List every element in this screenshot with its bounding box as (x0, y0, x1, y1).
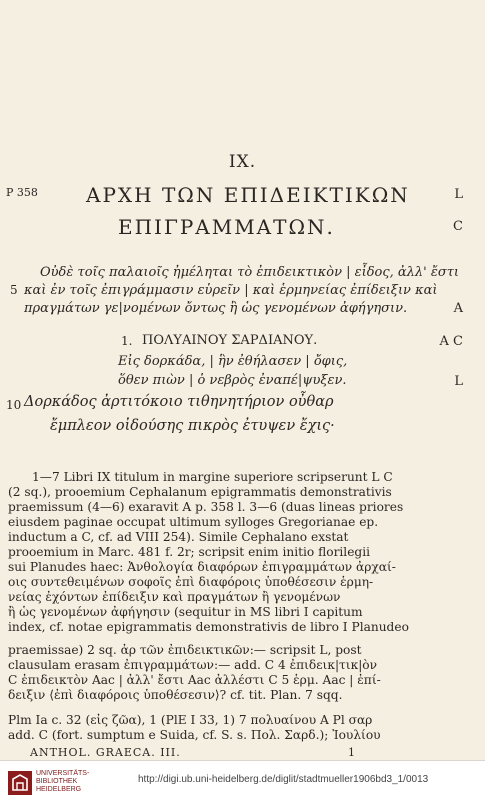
commentary-1-line-9: νείας ἐχόντων ἐπίδειξιν καὶ πραγμάτων ἢ γενομένων (8, 590, 341, 604)
running-foot: ANTHOL. GRAECA. III. (30, 746, 181, 759)
commentary-1-line-6: prooemium in Marc. 481 f. 2r; scripsit enim initio florilegii (8, 545, 371, 559)
commentary-2-line-3: C ἐπιδεικτὸν Aac | ἀλλ' ἔστι Aac ἀλλέστι C 5 ἑρμ. Aac | ἐπί- (8, 673, 381, 687)
poem-heading: ΠΟΛΥΑΙΝΟΥ ΣΑΡΔΙΑΝΟΥ. (142, 333, 318, 348)
library-name-line-3: HEIDELBERG (36, 786, 82, 793)
proem-line-3: πραγμάτων γε|νομένων ὄντως ἢ ὡς γενομένων ἀφήγησιν. (24, 301, 408, 316)
poem-lemma-2: ὅθεν πιὼν | ὁ νεβρὸς ἐναπέ|ψυξεν. (118, 373, 347, 388)
footer-bar (0, 760, 485, 803)
siglum-a: A (453, 301, 463, 316)
line-number-5: 5 (10, 283, 18, 297)
commentary-2-line-4: δειξιν ⟨ἐπὶ διαφόροις ὑποθέσεσιν⟩? cf. tit. Plan. 7 sqq. (8, 688, 343, 702)
commentary-1-line-2: (2 sq.), prooemium Cephalanum epigrammatis demonstrativis (8, 485, 392, 499)
poem-verse-1: Δορκάδος ἀρτιτόκοιο τιθηνητήριον οὖθαρ (24, 394, 334, 410)
commentary-1-line-1: 1—7 Libri IX titulum in margine superiore scripserunt L C (32, 470, 393, 484)
siglum-ac: A C (439, 334, 463, 349)
commentary-1-line-3: praemissum (4—6) exaravit A p. 358 l. 3—6 (duas lineas priores (8, 500, 404, 514)
library-name-line-2: BIBLIOTHEK (36, 778, 78, 785)
permalink-url[interactable]: http://digi.ub.uni-heidelberg.de/diglit/stadtmueller1906bd3_1/0013 (138, 774, 429, 785)
commentary-1-line-8: οις συντεθειμένων σοφοῖς ἐπὶ διαφόροις ὑποθέσεσιν ἑρμη- (8, 575, 374, 589)
margin-page-ref: P 358 (6, 186, 38, 199)
proem-line-2: καὶ ἐν τοῖς ἐπιγράμμασιν εὑρεῖν | καὶ ἑρμηνείας ἐπίδειξιν καὶ (24, 283, 438, 298)
siglum-l-2: L (454, 374, 463, 389)
commentary-1-line-11: index, cf. notae epigrammatis demonstrativis de libro I Planudeo (8, 620, 409, 634)
commentary-3-line-1: Plm Ia c. 32 (εἰς ζῶα), 1 (PlE I 33, 1) 7 πολυαίνου A Pl σαρ (8, 713, 373, 727)
poem-lemma-1: Εἰς δορκάδα, | ἣν ἐθήλασεν | ὄφις, (118, 354, 348, 369)
library-name (36, 770, 89, 794)
library-name-line-1: UNIVERSITÄTS- (36, 770, 90, 777)
title-line-1: ΑΡΧΗ ΤΩΝ ΕΠΙΔΕΙΚΤΙΚΩΝ (86, 183, 410, 207)
siglum-l: L (454, 187, 463, 202)
commentary-1-line-7: sui Planudes haec: Ἀνθολογία διαφόρων ἐπιγραμμάτων ἀρχαί- (8, 560, 396, 574)
commentary-1-line-5: inductum a C, cf. ad VIII 254). Simile Cephalano exstat (8, 530, 349, 544)
proem-line-1: Οὐδὲ τοῖς παλαιοῖς ἠμέληται τὸ ἐπιδεικτικὸν | εἶδος, ἀλλ' ἔστι (40, 265, 459, 280)
commentary-1-line-10: ἢ ὡς γενομένων ἀφήγησιν (sequitur in MS libri I capitum (8, 605, 363, 619)
siglum-c: C (453, 219, 463, 234)
commentary-2-line-1: praemissae) 2 sq. ἀρ τῶν ἐπιδεικτικῶν:— scripsit L, post (8, 643, 362, 657)
poem-verse-2: ἔμπλεον οἰδούσης πικρὸς ἐτυψεν ἔχις· (50, 418, 335, 434)
poem-number: 1. (121, 334, 133, 348)
chapter-number: IX. (228, 152, 257, 172)
commentary-2-line-2: clausulam erasam ἐπιγραμμάτων:— add. C 4 ἐπιδεικ|τικ|ὸν (8, 658, 378, 672)
commentary-3-line-2: add. C (fort. sumptum e Suida, cf. S. s. Πολ. Σαρδ.); Ἰουλίου (8, 728, 381, 742)
commentary-1-line-4: eiusdem paginae occupat ultimum sylloges Gregorianae ep. (8, 515, 379, 529)
library-logo-icon (8, 771, 32, 795)
line-number-10: 10 (6, 398, 22, 412)
page-number: 1 (348, 746, 355, 759)
title-line-2: ΕΠΙΓΡΑΜΜΑΤΩΝ. (118, 215, 335, 239)
